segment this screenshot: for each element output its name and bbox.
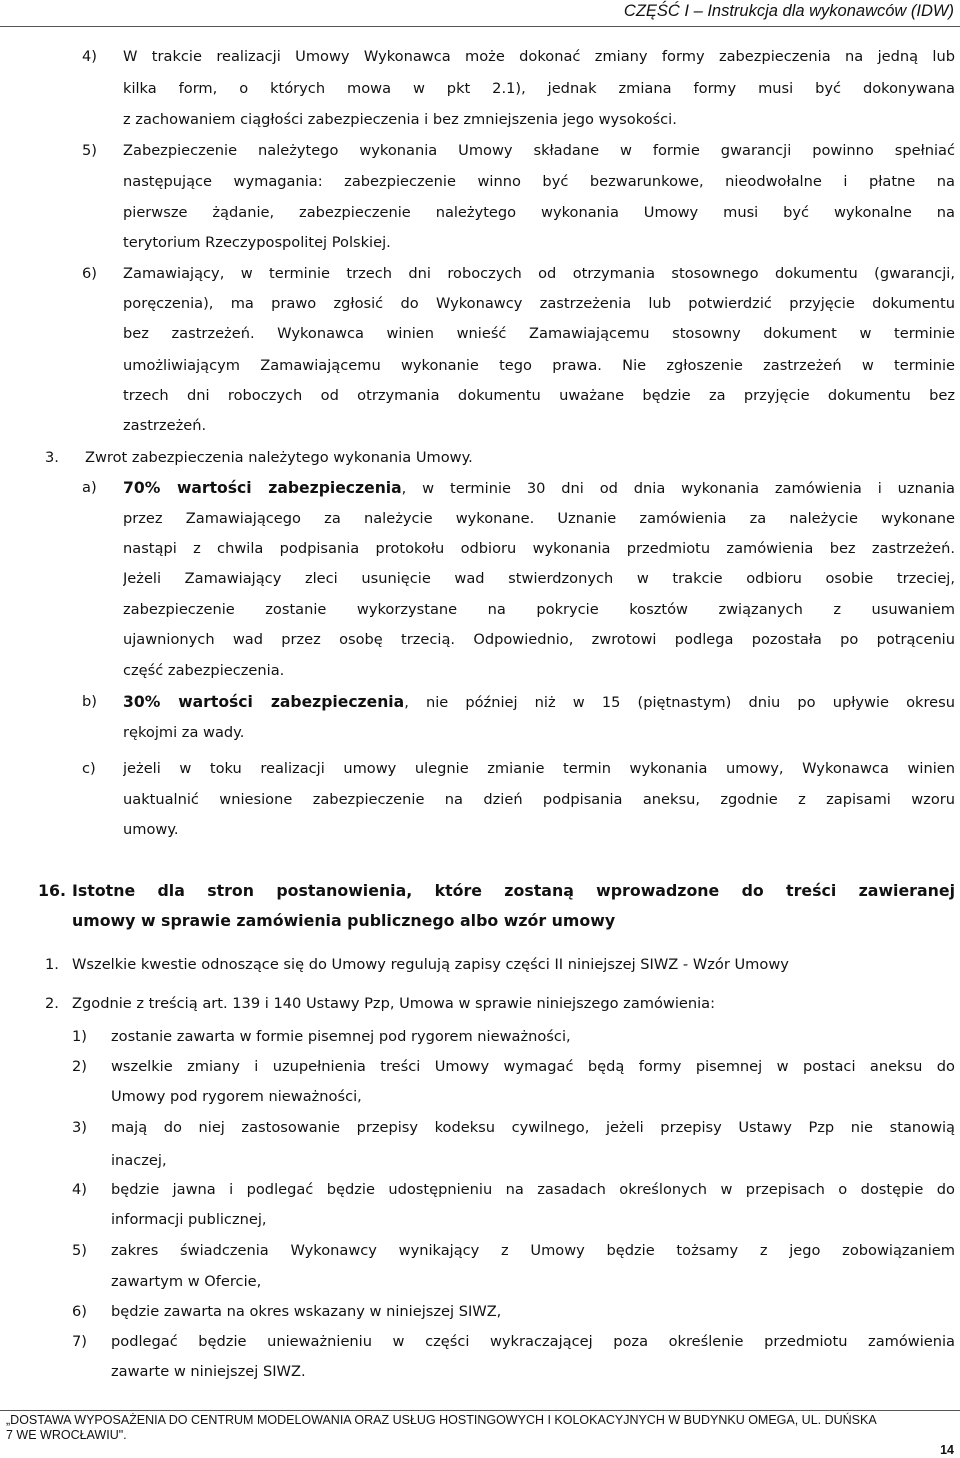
paragraph-line: pierwsze żądanie, zabezpieczenie należytego wykonania Umowy musi być wykonalne na [123, 204, 955, 221]
bold-lead: 70% wartości zabezpieczenia [123, 479, 402, 497]
list-item-number: 1) [72, 1028, 87, 1045]
paragraph-line: Zamawiający, w terminie trzech dni roboczych od otrzymania stosownego dokumentu (gwarancji, [123, 265, 955, 282]
item-letter: a) [82, 479, 97, 496]
paragraph-line: Jeżeli Zamawiający zleci usunięcie wad stwierdzonych w trakcie odbioru osobie trzeciej, [123, 570, 955, 587]
paragraph-line: nastąpi z chwila podpisania protokołu odbioru wykonania przedmiotu zamówienia bez zastrzeżeń. [123, 540, 955, 557]
list-item: wszelkie zmiany i uzupełnienia treści Umowy wymagać będą formy pisemnej w postaci aneksu do [111, 1058, 955, 1075]
paragraph-line: umożliwiającym Zamawiającemu wykonanie tego prawa. Nie zgłoszenie zastrzeżeń w terminie [123, 357, 955, 374]
list-item-number: 4) [72, 1181, 87, 1198]
paragraph-line: uaktualnić wniesione zabezpieczenie na dzień podpisania aneksu, zgodnie z zapisami wzoru [123, 791, 955, 808]
list-item: Umowy pod rygorem nieważności, [111, 1088, 362, 1105]
footer-text: „DOSTAWA WYPOSAŻENIA DO CENTRUM MODELOWANIA ORAZ USŁUG HOSTINGOWYCH I KOLOKACYJNYCH W BUDYNKU OMEGA, UL. DUŃSKA [6, 1413, 877, 1427]
list-item: zawarte w niniejszej SIWZ. [111, 1363, 306, 1380]
paragraph-line: ujawnionych wad przez osobę trzecią. Odpowiednio, zwrotowi podlega pozostała po potrąceniu [123, 631, 955, 648]
list-item-number: 6) [72, 1303, 87, 1320]
item-number: 2. [45, 995, 59, 1012]
list-item: zakres świadczenia Wykonawcy wynikający z Umowy będzie tożsamy z jego zobowiązaniem [111, 1242, 955, 1259]
footer-text: 7 WE WROCŁAWIU". [6, 1428, 127, 1442]
item-letter: b) [82, 693, 97, 710]
footer-divider [0, 1410, 960, 1411]
paragraph-line: kilka form, o których mowa w pkt 2.1), jednak zmiana formy musi być dokonywana [123, 80, 955, 97]
item-number: 4) [82, 48, 97, 65]
paragraph-line: zastrzeżeń. [123, 417, 207, 434]
paragraph-line: poręczenia), ma prawo zgłosić do Wykonawcy zastrzeżenia lub potwierdzić przyjęcie dokumentu [123, 295, 955, 312]
paragraph-line: Zgodnie z treścią art. 139 i 140 Ustawy Pzp, Umowa w sprawie niniejszego zamówienia: [72, 995, 716, 1012]
list-item: zostanie zawarta w formie pisemnej pod rygorem nieważności, [111, 1028, 571, 1045]
list-item-number: 7) [72, 1333, 87, 1350]
section-number: 16. [38, 881, 66, 900]
paragraph-line: zabezpieczenie zostanie wykorzystane na pokrycie kosztów związanych z usuwaniem [123, 601, 955, 618]
paragraph-line: W trakcie realizacji Umowy Wykonawca może dokonać zmiany formy zabezpieczenia na jedną lub [123, 48, 955, 65]
page-header: CZĘŚĆ I – Instrukcja dla wykonawców (IDW) [623, 2, 954, 20]
section-heading: Istotne dla stron postanowienia, które zostaną wprowadzone do treści zawieranej [72, 881, 955, 900]
list-item: będzie zawarta na okres wskazany w niniejszej SIWZ, [111, 1303, 502, 1320]
list-item: informacji publicznej, [111, 1211, 267, 1228]
paragraph-line: przez Zamawiającego za należycie wykonane. Uznanie zamówienia za należycie wykonane [123, 510, 955, 527]
list-item: będzie jawna i podlegać będzie udostępnieniu na zasadach określonych w przepisach o dostępie do [111, 1181, 955, 1198]
paragraph-line: z zachowaniem ciągłości zabezpieczenia i bez zmniejszenia jego wysokości. [123, 111, 677, 128]
list-item: podlegać będzie unieważnieniu w części wykraczającej poza określenie przedmiotu zamówienia [111, 1333, 955, 1350]
paragraph-line: umowy. [123, 821, 179, 838]
paragraph-line: Zabezpieczenie należytego wykonania Umowy składane w formie gwarancji powinno spełniać [123, 142, 955, 159]
paragraph-line: terytorium Rzeczypospolitej Polskiej. [123, 234, 391, 251]
paragraph-line: bez zastrzeżeń. Wykonawca winien wnieść Zamawiającemu stosowny dokument w terminie [123, 325, 955, 342]
list-item: zawartym w Ofercie, [111, 1273, 262, 1290]
paragraph-line [123, 478, 955, 499]
list-item-number: 2) [72, 1058, 87, 1075]
item-number: 5) [82, 142, 97, 159]
section-number: 3. [45, 449, 59, 466]
section-heading: umowy w sprawie zamówienia publicznego albo wzór umowy [72, 911, 616, 930]
list-item-number: 5) [72, 1242, 87, 1259]
paragraph-line: trzech dni roboczych od otrzymania dokumentu uważane będzie za przyjęcie dokumentu bez [123, 387, 955, 404]
list-item: inaczej, [111, 1152, 167, 1169]
list-item: mają do niej zastosowanie przepisy kodeksu cywilnego, jeżeli przepisy Ustawy Pzp nie stanowią [111, 1119, 955, 1136]
item-number: 6) [82, 265, 97, 282]
line-rest: , w terminie 30 dni od dnia wykonania zamówienia i uznania [401, 480, 955, 497]
bold-lead: 30% wartości zabezpieczenia [123, 693, 405, 711]
paragraph-line: rękojmi za wady. [123, 724, 245, 741]
section-heading: Zwrot zabezpieczenia należytego wykonania Umowy. [85, 449, 473, 466]
paragraph-line [123, 692, 955, 713]
item-number: 1. [45, 956, 59, 973]
paragraph-line: część zabezpieczenia. [123, 662, 285, 679]
page-number: 14 [940, 1443, 954, 1457]
paragraph-line: Wszelkie kwestie odnoszące się do Umowy regulują zapisy części II niniejszej SIWZ - Wzór Umowy [72, 956, 789, 973]
item-letter: c) [82, 760, 96, 777]
paragraph-line: jeżeli w toku realizacji umowy ulegnie zmianie termin wykonania umowy, Wykonawca winien [123, 760, 955, 777]
header-divider [0, 26, 960, 27]
line-rest: , nie później niż w 15 (piętnastym) dniu po upływie okresu [404, 694, 955, 711]
list-item-number: 3) [72, 1119, 87, 1136]
paragraph-line: następujące wymagania: zabezpieczenie winno być bezwarunkowe, nieodwołalne i płatne na [123, 173, 955, 190]
